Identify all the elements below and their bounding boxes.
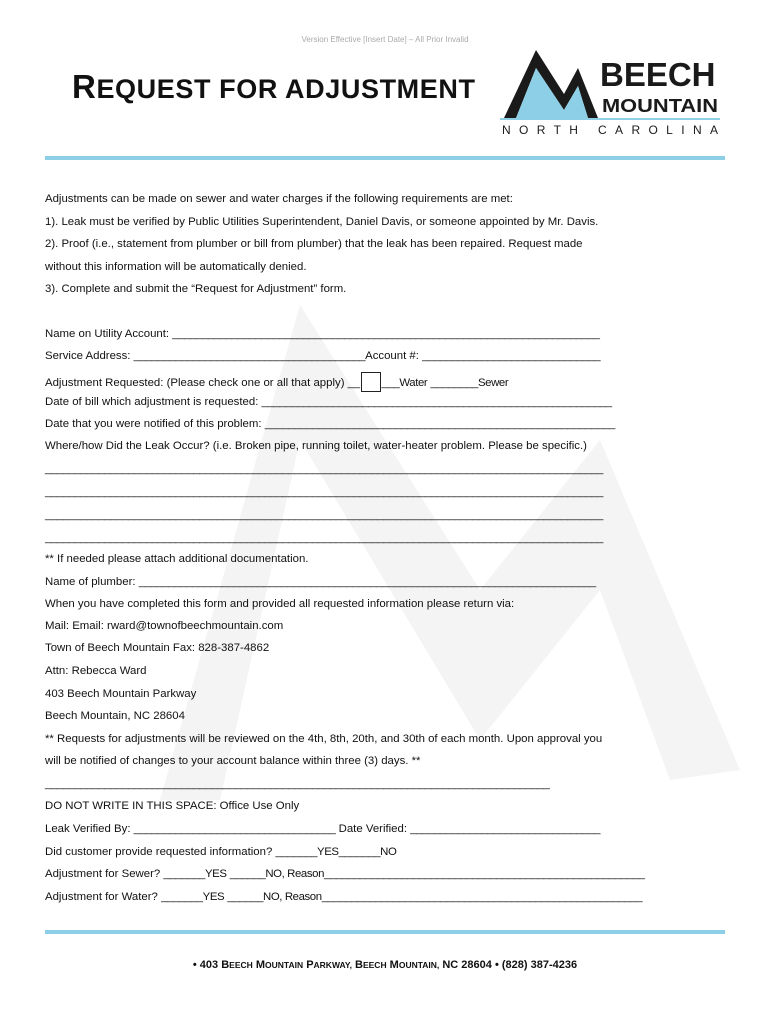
footer-state-zip: NC 28604 (442, 959, 492, 971)
sewer-option[interactable]: ________Sewer (430, 377, 509, 389)
footer-bullet-2: • (494, 959, 499, 971)
description-line-2[interactable]: ______________________________________________________________________________________________ (45, 486, 603, 498)
adjustment-row (45, 372, 508, 392)
adjustment-label: Adjustment Requested: (Please check one or all that apply) (45, 377, 345, 389)
requirement-1: 1). Leak must be verified by Public Utilities Superintendent, Daniel Davis, or someone appointed by Mr. Davis. (45, 216, 599, 228)
footer-mountain-rest: OUNTAIN (265, 960, 304, 970)
footer-parkway-rest: ARKWAY, (313, 960, 352, 970)
leak-verified-label: Leak Verified By: (45, 823, 131, 835)
footer-mountain2-initial: M (389, 959, 399, 971)
water-reason-field[interactable]: ______________________________________________________ (321, 891, 643, 903)
leak-verified-row (45, 823, 600, 835)
review-note-2: will be notified of changes to your account balance within three (3) days. ** (45, 755, 421, 767)
footer-parkway-initial: P (306, 959, 314, 971)
sewer-reason-field[interactable]: ______________________________________________________ (324, 868, 645, 880)
date-verified-field[interactable]: ________________________________ (410, 823, 601, 835)
notified-date-label: Date that you were notified of this problem: (45, 418, 262, 430)
name-row (45, 328, 600, 340)
service-address-label: Service Address: (45, 350, 131, 362)
water-checkbox[interactable] (361, 372, 381, 392)
page-title (72, 68, 476, 106)
logo-line1: BEECH (600, 56, 716, 93)
plumber-field[interactable]: _____________________________________________________________________________ (138, 576, 596, 588)
attach-note: ** If needed please attach additional documentation. (45, 553, 309, 565)
footer-mountain-initial: M (255, 959, 266, 971)
sewer-adjust-row (45, 868, 645, 880)
where-label: Where/how Did the Leak Occur? (i.e. Broken pipe, running toilet, water-heater problem. Please be specific.) (45, 440, 587, 452)
footer-number: 403 (199, 959, 219, 971)
attn-line: Attn: Rebecca Ward (45, 665, 147, 677)
fax-line: Town of Beech Mountain Fax: 828-387-4862 (45, 642, 270, 654)
water-adjust-row (45, 891, 642, 903)
description-line-3[interactable]: ______________________________________________________________________________________________ (45, 509, 603, 521)
logo-line3: NORTH CAROLINA (502, 123, 718, 136)
water-adjust-label: Adjustment for Water? (45, 891, 158, 903)
sewer-no-option[interactable]: ______NO, Reason (229, 868, 325, 880)
water-yes-option[interactable]: _______YES (161, 891, 225, 903)
requirement-2: 2). Proof (i.e., statement from plumber or bill from plumber) that the leak has been repaired. Request made (45, 238, 583, 250)
header-rule (45, 156, 725, 160)
mail-email: Mail: Email: rward@townofbeechmountain.com (45, 620, 284, 632)
section-divider: _____________________________________________________________________________________ (45, 778, 550, 790)
provided-yes-option[interactable]: _______YES (275, 846, 339, 858)
footer-mountain2-rest: OUNTAIN, (398, 960, 440, 970)
water-blank-lead: __ (347, 377, 360, 389)
footer-rule (45, 930, 725, 934)
notified-date-field[interactable]: ___________________________________________________________ (264, 418, 615, 430)
date-verified-label: Date Verified: (338, 823, 408, 835)
intro-lead: Adjustments can be made on sewer and water charges if the following requirements are met: (45, 193, 513, 205)
plumber-row (45, 576, 596, 588)
service-address-field[interactable]: _______________________________________ (133, 350, 366, 362)
water-no-option[interactable]: ______NO, Reason (227, 891, 322, 903)
water-option[interactable]: ___Water (381, 377, 428, 389)
mountain-watermark-icon (150, 290, 750, 810)
logo-line2: MOUNTAIN (602, 96, 718, 116)
review-note-1: ** Requests for adjustments will be reviewed on the 4th, 8th, 20th, and 30th of each month. Upon approval you (45, 733, 603, 745)
plumber-label: Name of plumber: (45, 576, 136, 588)
return-text: When you have completed this form and provided all requested information please return via: (45, 598, 515, 610)
description-line-4[interactable]: ______________________________________________________________________________________________ (45, 532, 603, 544)
provided-no-option[interactable]: _______NO (338, 846, 397, 858)
account-number-field[interactable]: ______________________________ (422, 350, 601, 362)
footer-beech-rest: EECH (229, 960, 253, 970)
sewer-adjust-label: Adjustment for Sewer? (45, 868, 161, 880)
leak-verified-field[interactable]: __________________________________ (133, 823, 336, 835)
description-line-1[interactable]: ______________________________________________________________________________________________ (45, 463, 603, 475)
footer-bullet: • (192, 959, 197, 971)
notified-date-row (45, 418, 615, 430)
footer-beech2-rest: EECH (362, 960, 387, 970)
bill-date-label: Date of bill which adjustment is requested: (45, 396, 259, 408)
footer-beech-initial: B (221, 959, 230, 971)
account-label: Account #: (365, 350, 419, 362)
name-label: Name on Utility Account: (45, 328, 170, 340)
page-title-initial: R (72, 68, 97, 105)
beech-mountain-logo (498, 44, 724, 136)
footer-phone: (828) 387-4236 (501, 959, 578, 971)
bill-date-field[interactable]: ___________________________________________________________ (261, 396, 612, 408)
provided-label: Did customer provide requested information? (45, 846, 273, 858)
street-line: 403 Beech Mountain Parkway (45, 688, 197, 700)
city-line: Beech Mountain, NC 28604 (45, 710, 185, 722)
requirement-2-cont: without this information will be automatically denied. (45, 261, 307, 273)
page-title-rest: EQUEST FOR ADJUSTMENT (96, 74, 476, 104)
footer-address (0, 959, 770, 971)
sewer-yes-option[interactable]: _______YES (163, 868, 227, 880)
bill-date-row (45, 396, 612, 408)
name-field[interactable]: ________________________________________________________________________ (172, 328, 600, 340)
office-heading: DO NOT WRITE IN THIS SPACE: Office Use Only (45, 800, 300, 812)
requirement-3: 3). Complete and submit the “Request for Adjustment” form. (45, 283, 347, 295)
footer-beech2-initial: B (355, 959, 363, 971)
service-row (45, 350, 600, 362)
provided-row (45, 846, 396, 858)
version-note: Version Effective [Insert Date] – All Prior Invalid (301, 35, 469, 44)
